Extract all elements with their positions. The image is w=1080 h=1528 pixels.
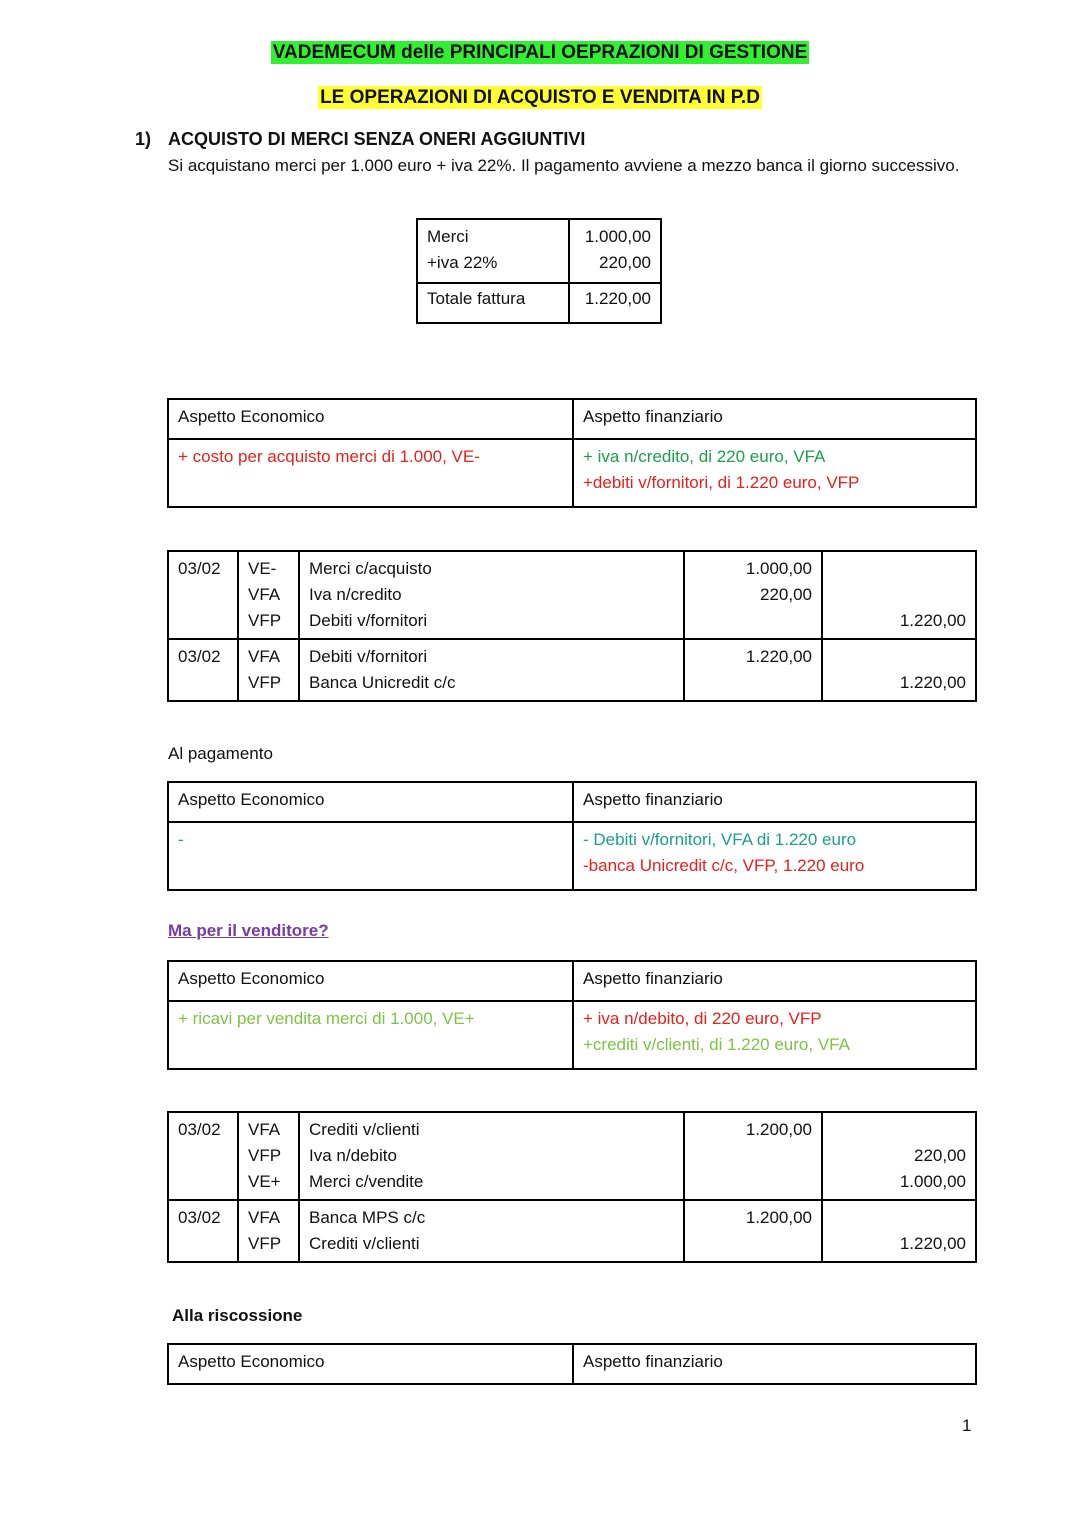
aspects-header-economic: Aspetto Economico [168, 782, 573, 822]
journal-debit [694, 670, 812, 696]
journal-debit: 1.220,00 [745, 647, 812, 666]
collection-label: Alla riscossione [172, 1306, 303, 1325]
journal-code: VFP [248, 1234, 282, 1253]
journal-code: VFA [248, 585, 281, 604]
aspects-financial-line: +crediti v/clienti, di 1.220 euro, VFA [583, 1035, 850, 1054]
journal-debit [694, 608, 812, 634]
journal-code: VE+ [248, 1172, 281, 1191]
journal-code: VFA [248, 1208, 281, 1227]
journal-date: 03/02 [168, 639, 238, 701]
aspects-header-economic: Aspetto Economico [168, 399, 573, 439]
invoice-iva-label: +iva 22% [427, 253, 498, 272]
aspects-table-payment [167, 781, 977, 891]
section-heading: ACQUISTO DI MERCI SENZA ONERI AGGIUNTIVI [168, 129, 586, 149]
journal-account: Iva n/credito [309, 585, 402, 604]
journal-debit: 1.000,00 [745, 559, 812, 578]
journal-credit: 1.220,00 [899, 611, 966, 630]
journal-account: Merci c/acquisto [309, 559, 432, 578]
section-text: Si acquistano merci per 1.000 euro + iva 22%. Il pagamento avviene a mezzo banca il giorno successivo. [168, 156, 960, 175]
journal-date: 03/02 [168, 551, 238, 639]
aspects-header-economic: Aspetto Economico [168, 961, 573, 1001]
aspects-economic-cell: - [168, 822, 573, 890]
journal-date: 03/02 [168, 1112, 238, 1200]
journal-table-sale [167, 1111, 977, 1263]
journal-account: Merci c/vendite [309, 1172, 424, 1191]
journal-code: VFA [248, 647, 281, 666]
journal-account: Banca MPS c/c [309, 1208, 426, 1227]
document-title: VADEMECUM delle PRINCIPALI OEPRAZIONI DI GESTIONE [272, 42, 808, 63]
journal-debit: 220,00 [760, 585, 812, 604]
journal-credit [832, 556, 966, 582]
journal-debit [694, 1143, 812, 1169]
journal-credit: 1.220,00 [899, 673, 966, 692]
journal-code: VFP [248, 673, 282, 692]
journal-credit: 220,00 [914, 1146, 966, 1165]
aspects-economic-cell: + costo per acquisto merci di 1.000, VE- [168, 439, 573, 507]
journal-credit [832, 582, 966, 608]
aspects-header-economic: Aspetto Economico [168, 1344, 573, 1384]
section-number: 1) [135, 129, 152, 149]
journal-debit: 1.200,00 [745, 1120, 812, 1139]
journal-credit [832, 1117, 966, 1143]
aspects-header-financial: Aspetto finanziario [573, 961, 976, 1001]
payment-label: Al pagamento [168, 744, 273, 763]
invoice-merci-value: 1.000,00 [584, 227, 651, 246]
aspects-economic-cell: + ricavi per vendita merci di 1.000, VE+ [168, 1001, 573, 1069]
journal-account: Crediti v/clienti [309, 1234, 420, 1253]
journal-account: Iva n/debito [309, 1146, 397, 1165]
journal-table-purchase [167, 550, 977, 702]
journal-account: Crediti v/clienti [309, 1120, 420, 1139]
aspects-table-seller [167, 960, 977, 1070]
aspects-financial-line: - Debiti v/fornitori, VFA di 1.220 euro [583, 830, 857, 849]
aspects-financial-line: +debiti v/fornitori, di 1.220 euro, VFP [583, 473, 860, 492]
aspects-header-financial: Aspetto finanziario [573, 399, 976, 439]
journal-code: VFP [248, 611, 282, 630]
invoice-table [416, 218, 662, 324]
journal-code: VE- [248, 559, 277, 578]
aspects-financial-line: + iva n/credito, di 220 euro, VFA [583, 447, 826, 466]
journal-credit [832, 644, 966, 670]
aspects-financial-line: -banca Unicredit c/c, VFP, 1.220 euro [583, 856, 865, 875]
journal-credit: 1.000,00 [899, 1172, 966, 1191]
page-number: 1 [962, 1416, 972, 1435]
invoice-merci-label: Merci [427, 227, 469, 246]
journal-date: 03/02 [168, 1200, 238, 1262]
aspects-header-financial: Aspetto finanziario [573, 1344, 976, 1384]
invoice-iva-value: 220,00 [599, 253, 651, 272]
journal-code: VFP [248, 1146, 282, 1165]
aspects-header-financial: Aspetto finanziario [573, 782, 976, 822]
journal-code: VFA [248, 1120, 281, 1139]
aspects-table-collection [167, 1343, 977, 1385]
journal-debit [694, 1169, 812, 1195]
journal-debit: 1.200,00 [745, 1208, 812, 1227]
journal-account: Debiti v/fornitori [309, 611, 428, 630]
invoice-total-label: Totale fattura [417, 283, 569, 323]
document-subtitle: LE OPERAZIONI DI ACQUISTO E VENDITA IN P.D [320, 87, 760, 108]
aspects-table-purchase [167, 398, 977, 508]
journal-account: Debiti v/fornitori [309, 647, 428, 666]
journal-debit [694, 1231, 812, 1257]
journal-account: Banca Unicredit c/c [309, 673, 456, 692]
journal-credit: 1.220,00 [899, 1234, 966, 1253]
invoice-total-value: 1.220,00 [569, 283, 661, 323]
aspects-financial-line: + iva n/debito, di 220 euro, VFP [583, 1009, 822, 1028]
seller-heading: Ma per il venditore? [168, 921, 329, 940]
journal-credit [832, 1205, 966, 1231]
